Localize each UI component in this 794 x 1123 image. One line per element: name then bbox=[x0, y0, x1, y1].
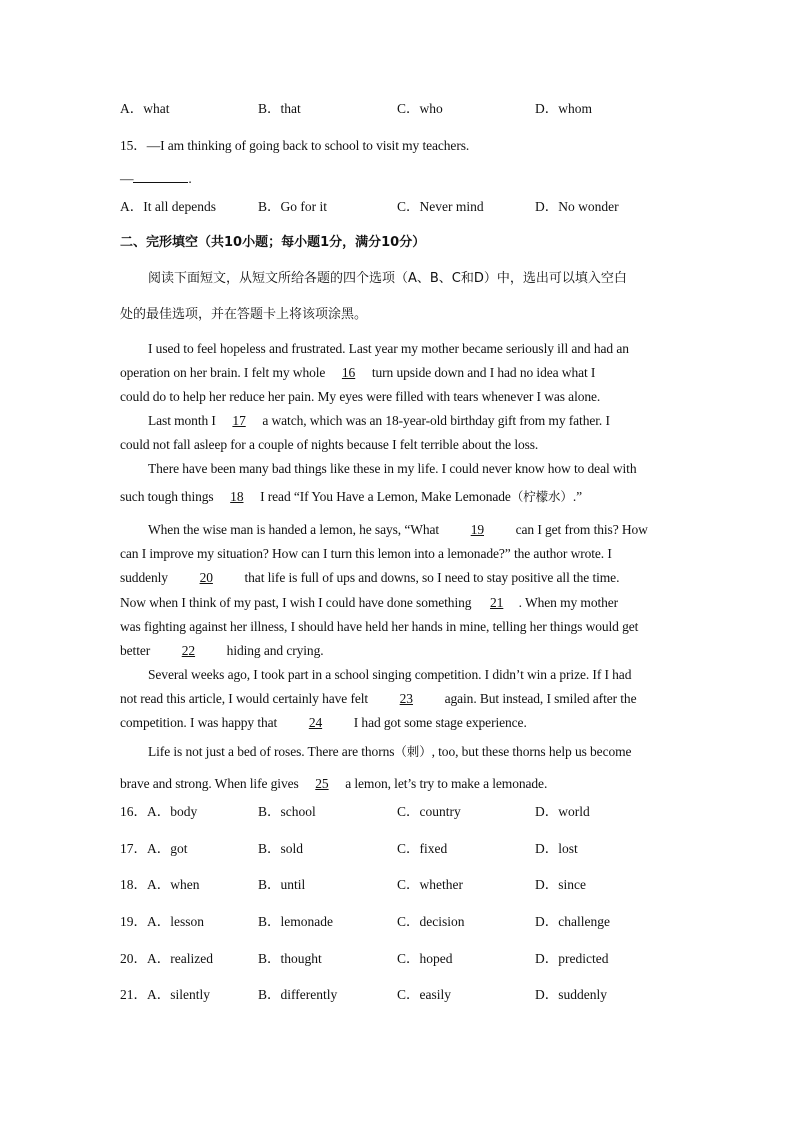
blank-16[interactable]: 16 bbox=[341, 365, 356, 380]
text-segment: a watch, which was an 18-year-old birthday gift from my father. I bbox=[259, 413, 610, 428]
passage-p6-line2 bbox=[120, 775, 680, 793]
question-option-b[interactable]: B．differently bbox=[258, 987, 338, 1002]
q15-option-a[interactable]: A．It all depends bbox=[120, 199, 216, 214]
text-segment: I read “If You Have a Lemon, Make Lemonade bbox=[256, 489, 511, 504]
text-segment: turn upside down and I had no idea what I bbox=[368, 365, 596, 380]
text-segment: a lemon, let’s try to make a lemonade. bbox=[341, 776, 548, 791]
blank-20[interactable]: 20 bbox=[199, 570, 213, 585]
passage-p4-line3 bbox=[120, 569, 680, 587]
text-segment: I had got some stage experience. bbox=[350, 715, 527, 730]
text-segment: can I get from this? How bbox=[512, 522, 648, 537]
passage-p2-line2: could not fall asleep for a couple of nights because I felt terrible about the loss. bbox=[120, 437, 539, 452]
chinese-gloss: （柠檬水） bbox=[510, 489, 573, 504]
question-option-a[interactable] bbox=[120, 840, 188, 858]
question-option-a[interactable] bbox=[120, 876, 200, 894]
text-segment: that life is full of ups and downs, so I need to stay positive all the time. bbox=[241, 570, 620, 585]
section-heading: 二、完形填空（共10小题；每小题1分，满分10分） bbox=[120, 235, 426, 250]
question-number: 19． bbox=[120, 914, 147, 929]
passage-p4-line6 bbox=[120, 642, 680, 660]
text-segment: brave and strong. When life gives bbox=[120, 776, 302, 791]
question-option-d[interactable]: D．suddenly bbox=[535, 987, 607, 1002]
question-number: 18． bbox=[120, 877, 147, 892]
question-number: 21． bbox=[120, 987, 147, 1002]
q15-answer-blank[interactable] bbox=[133, 170, 188, 183]
text-segment: When the wise man is handed a lemon, he says, “What bbox=[148, 522, 443, 537]
question-option-c[interactable]: C．country bbox=[397, 804, 461, 819]
passage-p3-line2 bbox=[120, 488, 680, 506]
passage-p1-line3: could do to help her reduce her pain. My eyes were filled with tears whenever I was alone. bbox=[120, 389, 601, 404]
question-option-a[interactable] bbox=[120, 986, 210, 1004]
question-option-d[interactable]: D．predicted bbox=[535, 951, 609, 966]
passage-p1-line2 bbox=[120, 364, 680, 382]
passage-p3-line1: There have been many bad things like these in my life. I could never know how to deal with bbox=[148, 461, 637, 476]
option-text: A．got bbox=[147, 841, 188, 856]
passage-p6-line1 bbox=[148, 743, 680, 761]
q15-option-c[interactable]: C．Never mind bbox=[397, 199, 484, 214]
q14-option-d[interactable]: D．whom bbox=[535, 101, 592, 116]
text-segment: operation on her brain. I felt my whole bbox=[120, 365, 329, 380]
blank-22[interactable]: 22 bbox=[181, 643, 196, 658]
question-option-a[interactable] bbox=[120, 950, 213, 968]
blank-24[interactable]: 24 bbox=[308, 715, 323, 730]
passage-p2-line1 bbox=[148, 412, 680, 430]
question-option-c[interactable]: C．whether bbox=[397, 877, 463, 892]
text-segment: such tough things bbox=[120, 489, 217, 504]
question-option-c[interactable]: C．hoped bbox=[397, 951, 453, 966]
question-option-b[interactable]: B．thought bbox=[258, 951, 322, 966]
q15-reply-dash: — bbox=[120, 171, 134, 186]
question-number: 17． bbox=[120, 841, 147, 856]
text-segment: not read this article, I would certainly have felt bbox=[120, 691, 372, 706]
blank-18[interactable]: 18 bbox=[230, 489, 244, 504]
blank-21[interactable]: 21 bbox=[490, 595, 504, 610]
text-segment: Last month I bbox=[148, 413, 220, 428]
question-option-c[interactable]: C．fixed bbox=[397, 841, 448, 856]
option-text: A．when bbox=[147, 877, 200, 892]
text-segment: competition. I was happy that bbox=[120, 715, 281, 730]
question-option-b[interactable]: B．lemonade bbox=[258, 914, 333, 929]
option-text: A．body bbox=[147, 804, 198, 819]
question-option-d[interactable]: D．world bbox=[535, 804, 590, 819]
text-segment: suddenly bbox=[120, 570, 172, 585]
option-text: A．silently bbox=[147, 987, 210, 1002]
question-option-b[interactable]: B．until bbox=[258, 877, 306, 892]
question-option-c[interactable]: C．easily bbox=[397, 987, 451, 1002]
text-segment: Now when I think of my past, I wish I could have done something bbox=[120, 595, 475, 610]
blank-17[interactable]: 17 bbox=[232, 413, 246, 428]
question-option-d[interactable]: D．lost bbox=[535, 841, 578, 856]
instruction-line-1: 阅读下面短文，从短文所给各题的四个选项（A、B、C和D）中，选出可以填入空白 bbox=[148, 271, 627, 286]
q15-reply-period: . bbox=[188, 171, 192, 186]
q15-reply bbox=[120, 170, 680, 188]
question-option-d[interactable]: D．challenge bbox=[535, 914, 610, 929]
q14-option-b[interactable]: B．that bbox=[258, 101, 301, 116]
passage-p4-line5: was fighting against her illness, I should have held her hands in mine, telling her things would get bbox=[120, 619, 639, 634]
question-option-a[interactable] bbox=[120, 803, 197, 821]
passage-p5-line2 bbox=[120, 690, 680, 708]
q14-option-c[interactable]: C．who bbox=[397, 101, 443, 116]
q15-option-b[interactable]: B．Go for it bbox=[258, 199, 327, 214]
blank-23[interactable]: 23 bbox=[399, 691, 413, 706]
blank-25[interactable]: 25 bbox=[315, 776, 329, 791]
text-segment: , too, but these thorns help us become bbox=[431, 744, 632, 759]
q15-option-d[interactable]: D．No wonder bbox=[535, 199, 619, 214]
passage-p4-line2: can I improve my situation? How can I turn this lemon into a lemonade?” the author wrote. I bbox=[120, 546, 612, 561]
passage-p1-line1: I used to feel hopeless and frustrated. Last year my mother became seriously ill and had an bbox=[148, 341, 629, 356]
instruction-line-2: 处的最佳选项，并在答题卡上将该项涂黑。 bbox=[120, 307, 368, 322]
option-text: A．lesson bbox=[147, 914, 204, 929]
text-segment: better bbox=[120, 643, 154, 658]
question-option-b[interactable]: B．school bbox=[258, 804, 316, 819]
passage-p4-line1 bbox=[148, 521, 680, 539]
passage-p4-line4 bbox=[120, 594, 680, 612]
q14-option-a[interactable]: A．what bbox=[120, 101, 170, 116]
q15-stem: 15．—I am thinking of going back to school to visit my teachers. bbox=[120, 138, 470, 153]
question-option-d[interactable]: D．since bbox=[535, 877, 586, 892]
blank-19[interactable]: 19 bbox=[470, 522, 484, 537]
text-segment: Life is not just a bed of roses. There are thorns bbox=[148, 744, 395, 759]
passage-p5-line1: Several weeks ago, I took part in a school singing competition. I didn’t win a prize. If I had bbox=[148, 667, 632, 682]
passage-p5-line3 bbox=[120, 714, 680, 732]
question-option-c[interactable]: C．decision bbox=[397, 914, 465, 929]
text-segment: hiding and crying. bbox=[223, 643, 324, 658]
text-segment: .” bbox=[572, 489, 582, 504]
question-number: 16． bbox=[120, 804, 147, 819]
chinese-gloss: （刺） bbox=[394, 744, 432, 759]
text-segment: again. But instead, I smiled after the bbox=[441, 691, 637, 706]
question-option-a[interactable] bbox=[120, 913, 204, 931]
question-number: 20． bbox=[120, 951, 147, 966]
question-option-b[interactable]: B．sold bbox=[258, 841, 304, 856]
text-segment: . When my mother bbox=[518, 595, 619, 610]
option-text: A．realized bbox=[147, 951, 213, 966]
